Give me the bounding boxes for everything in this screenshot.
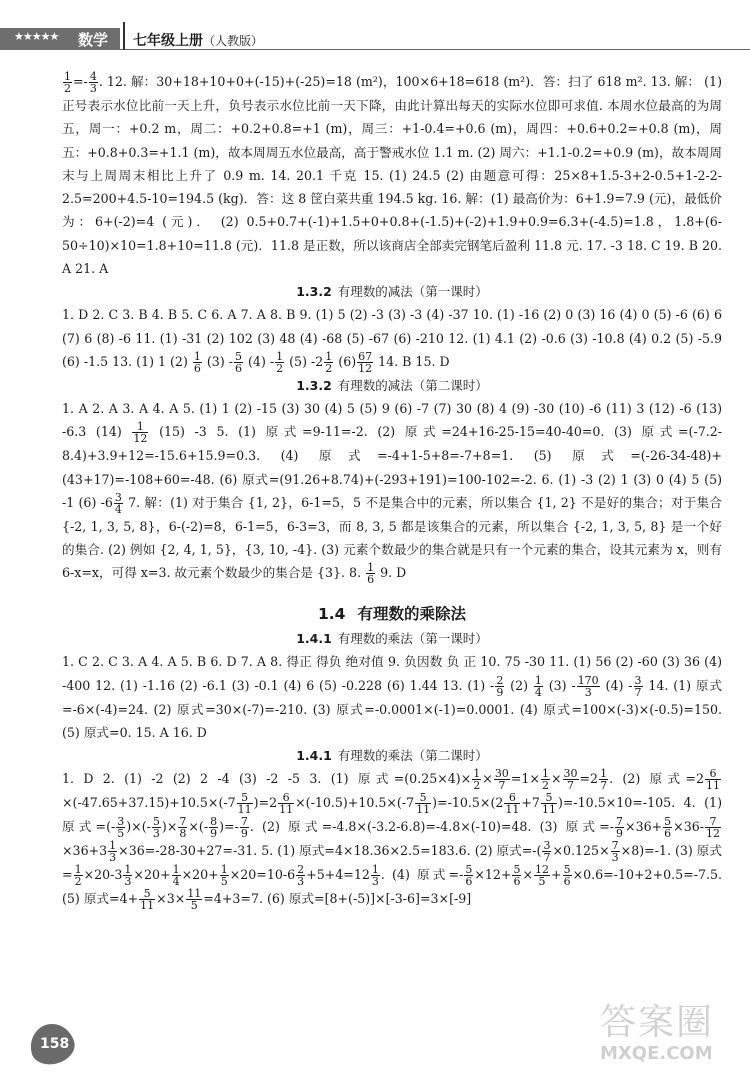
text-run: (3) - <box>206 353 233 369</box>
text-run: ×(-10.5)+10.5×(-7 <box>295 795 415 811</box>
text-run: =- <box>73 74 88 89</box>
frac-num: 3 <box>543 839 551 853</box>
frac-den: 6 <box>513 875 521 889</box>
fraction <box>240 816 249 839</box>
fraction <box>563 768 579 791</box>
page-number-badge <box>30 1024 74 1068</box>
frac-num: 1 <box>276 349 284 363</box>
frac-num: 1 <box>371 863 379 877</box>
watermark-text: MXQE.COM <box>600 1043 713 1064</box>
text-run: 14. (1) 原式=-6×(-4)=24. (2) 原式=30×(-7)=-210. (3) 原式=-0.0001×(-1)=0.0001. (4) 原式=100×(-3)×(-0.5)=150. (5) 原式=0. 15. A 16. D <box>62 677 722 741</box>
fraction <box>220 864 229 887</box>
text-run: (4) - <box>248 353 275 369</box>
frac-num: 1 <box>325 349 333 363</box>
frac-den: 6 <box>367 573 375 587</box>
section-title: 有理数的减法（第一课时） <box>337 284 488 300</box>
text-run: × <box>550 771 562 787</box>
fraction <box>541 792 557 815</box>
text-run: )× <box>161 819 178 835</box>
frac-num: 1 <box>534 673 542 687</box>
frac-den: 3 <box>371 875 379 889</box>
text-run: (5) -2 <box>289 353 324 369</box>
section-title: 有理数的减法（第二课时） <box>337 377 488 393</box>
fraction <box>237 792 253 815</box>
frac-num: 1 <box>109 839 117 853</box>
text-run: 1. C 2. C 3. A 4. A 5. B 6. D 7. A 8. 得正 得负 绝对值 9. 负因数 负 正 10. 75 -30 11. (1) 56 (2) -60 (3) 36 (4) -400 12. (1) -1.16 (2) -6.1 (3) -0.1 (4) 6 (5) -0.228 (6) 1.44 13. (1) - <box>62 654 722 693</box>
frac-num: 30 <box>494 767 509 781</box>
text-run: )×(- <box>126 819 151 835</box>
frac-den: 11 <box>706 779 720 793</box>
frac-num: 1 <box>220 863 228 877</box>
frac-num: 170 <box>577 673 599 687</box>
fraction <box>512 864 521 887</box>
edition-text: （人教版） <box>203 34 264 48</box>
frac-num: 6 <box>504 792 520 804</box>
frac-den: 11 <box>279 803 294 817</box>
answer-paragraph-subtraction-1 <box>62 303 722 374</box>
fraction <box>116 816 125 839</box>
fraction <box>324 351 333 374</box>
frac-den: 3 <box>109 851 117 865</box>
frac-den: 6 <box>465 875 473 889</box>
frac-num: 5 <box>563 863 571 877</box>
frac-den: 11 <box>416 803 431 817</box>
text-run: 7. 解：(1) 对于集合 {1, 2}，6-1=5，5 不是集合中的元素，所以集合 {1, 2} 不是好的集合；对于集合 {-2, 1, 3, 5, 8}，6-(-2)=8，6-1=5，6-3=3，而 8, 3, 5 都是该集合的元素，所以集合 {-2, 1, 3, 5, 8} 是一个好的集合. (2) 例如 {2, 4, 1, 5}，{3, 10, -4}. (3) 元素个数最少的集合就是只有一个元素的集合，设其元素为 x，则有 6-x=x，可得 x=3. 故元素个数最少的集合是 {3}. 8. <box>62 494 722 581</box>
text-run: ×12+ <box>474 867 512 883</box>
text-run: ×36- <box>673 819 704 835</box>
text-run: (2) <box>510 677 529 693</box>
frac-num: 1 <box>124 863 132 877</box>
text-run: +5+4=12 <box>306 867 370 883</box>
frac-num: 5 <box>664 815 672 829</box>
chapter-number: 1.4 <box>318 605 346 624</box>
answer-paragraph-multiplication-1 <box>62 650 722 744</box>
header-grade <box>133 30 263 50</box>
frac-den: 2 <box>276 361 284 375</box>
frac-den: 6 <box>664 827 672 841</box>
frac-num: 5 <box>541 792 557 804</box>
frac-num: 6 <box>705 768 721 780</box>
frac-num: 7 <box>616 815 624 829</box>
frac-num: 1 <box>172 863 180 877</box>
frac-num: 3 <box>117 815 125 829</box>
answer-paragraph-multiplication-2 <box>62 767 722 911</box>
frac-den: 9 <box>496 685 504 699</box>
fraction <box>63 71 72 94</box>
frac-den: 6 <box>193 361 201 375</box>
text-run: 9. D <box>380 565 407 581</box>
section-heading-1-3-2-b <box>62 376 722 396</box>
header-subject: 数学 <box>78 31 109 49</box>
text-run: ×(-47.65+37.15)+10.5×(-7 <box>62 795 236 811</box>
frac-num: 7 <box>179 815 187 829</box>
frac-den: 7 <box>498 779 506 793</box>
fraction <box>563 864 572 887</box>
frac-den: 11 <box>140 899 155 913</box>
frac-num: 1 <box>64 70 71 83</box>
frac-num: 30 <box>563 767 578 781</box>
frac-num: 5 <box>465 863 473 877</box>
frac-num: 5 <box>237 792 253 804</box>
frac-num: 1 <box>367 561 375 575</box>
section-title: 有理数的乘法（第一课时） <box>337 631 488 647</box>
text-run: (1) 正号表示水位比前一天上升，负号表示水位比前一天下降，由此计算出每天的实际水位即可求值. 本周水位最高的为周五，周一：+0.2 m，周二：+0.2+0.8=+1 (m)，周三：+1-0.4=+0.6 (m)，周四：+0.6+0.2=+0.8 (m)，周五：+0.8+0.3=+1.1 (m)，故本周周五水位最高，高于警戒水位 1.1 m. (2) 周六：+1.1-0.2=+0.9 (m)，故本周周末与上周周末相比上升了 0.9 m. 14. 20.1 千克 15. (1) 24.5 (2) 由题意可得：25×8+1.5-3+2-0.5+1-2-2-2.5=200+4.5-10=194.5 (kg)．答：这 8 筐白菜共重 194.5 kg. 16. 解：(1) 最高价为：6+1.9=7.9 (元)，最低价为：6+(-2)=4 (元)． (2) 0.5+0.7+(-1)+1.5+0+0.8+(-1.5)+(-2)+1.9+0.9=6.3+(-4.5)=1.8，1.8+(6-50÷10)×10=1.8+10=11.8 (元)．11.8 是正数，所以该商店全部卖完钢笔后盈利 11.8 元. 17. -3 18. C 19. B 20. A 21. A <box>62 74 722 277</box>
text-run: (4) - <box>605 677 633 693</box>
frac-num: 7 <box>611 839 619 853</box>
fraction <box>534 864 550 887</box>
fraction <box>178 816 187 839</box>
frac-den: 3 <box>89 82 97 95</box>
fraction <box>209 816 218 839</box>
text-run: )=-10.5×(2 <box>432 795 504 811</box>
text-run: ×3× <box>156 891 186 907</box>
grade-text: 七年级上册 <box>133 33 203 49</box>
frac-den: 12 <box>706 827 720 841</box>
page-number: 158 <box>40 1036 70 1052</box>
frac-den: 3 <box>124 875 132 889</box>
text-run: ×20=10-6 <box>229 867 296 883</box>
frac-num: 1 <box>132 421 148 433</box>
text-run: =2 <box>579 771 599 787</box>
frac-num: 67 <box>358 349 373 363</box>
fraction <box>234 351 243 374</box>
frac-num: 1 <box>74 863 82 877</box>
section-heading-1-4-1-b <box>62 746 722 766</box>
frac-den: 2 <box>325 361 333 375</box>
fraction <box>152 816 161 839</box>
fraction <box>89 71 98 94</box>
frac-den: 7 <box>634 685 642 699</box>
fraction <box>541 768 550 791</box>
fraction <box>494 768 510 791</box>
text-run: ×20+ <box>181 867 219 883</box>
text-run: ×(- <box>188 819 209 835</box>
header-divider <box>123 22 125 50</box>
frac-den: 9 <box>210 827 218 841</box>
site-watermark <box>600 1003 730 1073</box>
text-run: )=-10.5×10=-105. 4. (1) 原式=(- <box>62 795 722 835</box>
difficulty-stars: ★★★★★ <box>14 30 59 43</box>
text-run: =1× <box>510 771 540 787</box>
fraction <box>371 864 380 887</box>
text-run: ×36=-28-30+27=-31. 5. (1) 原式=4×18.36×2.5=183.6. (2) 原式=-( <box>118 843 542 859</box>
chapter-title: 有理数的乘除法 <box>357 605 466 624</box>
text-run: 1. A 2. A 3. A 4. A 5. (1) 1 (2) -15 (3) 30 (4) 5 (5) 9 (6) -7 (7) 30 (8) 4 (9) -30 (10) -6 (11) 3 (12) -6 (13) -6.3 (14) <box>62 400 722 440</box>
text-run: ×0.125× <box>552 843 610 859</box>
frac-den: 5 <box>538 875 546 889</box>
fraction <box>415 792 431 815</box>
frac-den: 3 <box>611 851 619 865</box>
frac-den: 8 <box>179 827 187 841</box>
watermark-logo: 答案圈 <box>600 1002 715 1043</box>
frac-den: 7 <box>567 779 574 793</box>
text-run: . (2) 原式=-4.8×(-3.2-6.8)=-4.8×(-10)=48. (3) 原式=- <box>249 819 615 835</box>
fraction <box>123 864 132 887</box>
fraction <box>534 675 543 698</box>
fraction <box>357 351 373 374</box>
frac-num: 1 <box>193 349 201 363</box>
text-run: ×20-3 <box>83 867 123 883</box>
fraction <box>504 792 520 815</box>
frac-num: 5 <box>235 349 242 363</box>
frac-den: 3 <box>297 875 305 889</box>
frac-den: 4 <box>534 685 542 699</box>
frac-num: 3 <box>114 490 122 504</box>
frac-num: 1 <box>600 767 608 781</box>
frac-num: 5 <box>415 792 431 804</box>
frac-num: 1 <box>473 767 481 781</box>
frac-den: 9 <box>616 827 624 841</box>
frac-den: 9 <box>240 827 248 841</box>
answer-paragraph-subtraction-2 <box>62 397 722 585</box>
frac-den: 7 <box>543 851 551 865</box>
fraction <box>108 840 117 863</box>
frac-num: 11 <box>187 887 202 901</box>
section-heading-1-3-2-a <box>62 282 722 302</box>
frac-num: 8 <box>210 815 218 829</box>
text-run: . (2) 原式=2 <box>609 771 704 787</box>
section-number: 1.4.1 <box>296 631 332 647</box>
answer-paragraph-intro <box>62 70 722 280</box>
section-number: 1.4.1 <box>296 748 332 764</box>
fraction <box>472 768 481 791</box>
answer-content <box>62 70 722 911</box>
frac-den: 5 <box>190 899 198 913</box>
fraction <box>634 675 643 698</box>
section-number: 1.3.2 <box>296 284 332 300</box>
fraction <box>464 864 473 887</box>
text-run: × <box>522 867 534 883</box>
frac-num: 3 <box>634 673 642 687</box>
text-run: . 12. 解：30+18+10+0+(-15)+(-25)=18 (m²)，100×6+18=618 (m²)．答：扫了 618 m². 13. 解： <box>98 74 701 89</box>
frac-den: 3 <box>584 685 592 699</box>
frac-num: 5 <box>139 888 155 900</box>
fraction <box>114 492 123 515</box>
text-run: ×20+ <box>133 867 171 883</box>
fraction <box>186 888 202 911</box>
text-run: ×36+ <box>625 819 663 835</box>
frac-den: 6 <box>563 875 571 889</box>
frac-num: 7 <box>705 816 721 828</box>
text-run: )=2 <box>253 795 278 811</box>
fraction <box>132 421 148 444</box>
frac-den: 3 <box>152 827 160 841</box>
section-title: 有理数的乘法（第二课时） <box>337 748 488 764</box>
page-header <box>0 0 750 56</box>
frac-den: 2 <box>473 779 481 793</box>
frac-num: 2 <box>297 863 305 877</box>
frac-num: 5 <box>513 863 521 877</box>
frac-den: 11 <box>237 803 252 817</box>
fraction <box>278 792 294 815</box>
text-run: × <box>482 771 493 787</box>
fraction <box>599 768 608 791</box>
fraction <box>193 351 202 374</box>
text-run: 1. D 2. C 3. B 4. B 5. C 6. A 7. A 8. B 9. (1) 5 (2) -3 (3) -3 (4) -37 10. (1) -16 (2) 0 (3) 16 (4) 0 (5) -6 (6) 6 (7) 6 (8) -6 11. (1) -31 (2) 102 (3) 48 (4) -68 (5) -67 (6) -210 12. (1) 4.1 (2) -0.6 (3) -10.8 (4) 0.2 (5) -5.9 (6) -1.5 13. (1) 1 (2) <box>62 307 722 369</box>
text-run: ×36+3 <box>62 843 108 859</box>
fraction <box>495 675 504 698</box>
fraction <box>542 840 551 863</box>
frac-den: 11 <box>505 803 520 817</box>
frac-den: 5 <box>117 827 125 841</box>
frac-den: 7 <box>600 779 608 793</box>
section-number: 1.3.2 <box>296 377 332 393</box>
fraction <box>366 562 375 585</box>
frac-den: 4 <box>114 502 122 516</box>
frac-num: 12 <box>535 863 550 877</box>
text-run: (3) - <box>548 677 576 693</box>
fraction <box>615 816 624 839</box>
text-run: ×8)=-1. (3) 原式= <box>62 843 722 883</box>
frac-num: 5 <box>152 815 160 829</box>
frac-den: 12 <box>133 432 148 446</box>
frac-den: 2 <box>74 875 82 889</box>
fraction <box>705 768 721 791</box>
fraction <box>705 816 721 839</box>
fraction <box>611 840 620 863</box>
fraction <box>139 888 155 911</box>
fraction <box>663 816 672 839</box>
text-run: (6) <box>338 353 357 369</box>
text-run: )=- <box>219 819 239 835</box>
text-run: 14. B 15. D <box>378 353 450 369</box>
text-run: =4+3=7. (6) 原式=[8+(-5)]×[-3-6]=3×[-9] <box>203 891 472 907</box>
fraction <box>577 675 600 698</box>
fraction <box>172 864 181 887</box>
frac-den: 2 <box>541 779 549 793</box>
frac-den: 5 <box>220 875 228 889</box>
frac-num: 7 <box>240 815 248 829</box>
chapter-heading-1-4 <box>62 601 722 627</box>
frac-den: 2 <box>64 82 71 95</box>
frac-num: 6 <box>278 792 294 804</box>
frac-num: 1 <box>541 767 549 781</box>
fraction <box>275 351 284 374</box>
text-run: . (4) 原式=- <box>380 867 464 883</box>
frac-den: 12 <box>358 361 373 375</box>
text-run: + <box>551 867 562 883</box>
frac-num: 2 <box>496 673 504 687</box>
text-run: +7 <box>521 795 540 811</box>
text-run: ×0.6=-10+2+0.5=-7.5. (5) 原式=4+ <box>62 867 722 907</box>
frac-den: 11 <box>541 803 556 817</box>
text-run: (15) -3 5. (1) 原式=9-11=-2. (2) 原式=24+16-25-15=40-40=0. (3) 原式=(-7.2-8.4)+3.9+12=-15.6+15.9=0.3. (4) 原式=-4+1-5+8=-7+8=1. (5) 原式=(-26-34-48)+(43+17)=-108+60=-48. (6) 原式=(91.26+8.74)+(-293+191)=100-102=-2. 6. (1) -3 (2) 1 (3) 0 (4) 5 (5) -1 (6) -6 <box>62 424 722 510</box>
section-heading-1-4-1-a <box>62 629 722 649</box>
fraction <box>74 864 83 887</box>
fraction <box>296 864 305 887</box>
frac-den: 6 <box>235 361 242 375</box>
frac-den: 4 <box>172 875 180 889</box>
text-run: 1. D 2. (1) -2 (2) 2 -4 (3) -2 -5 3. (1) 原式=(0.25×4)× <box>62 771 472 787</box>
frac-num: 4 <box>89 70 97 83</box>
